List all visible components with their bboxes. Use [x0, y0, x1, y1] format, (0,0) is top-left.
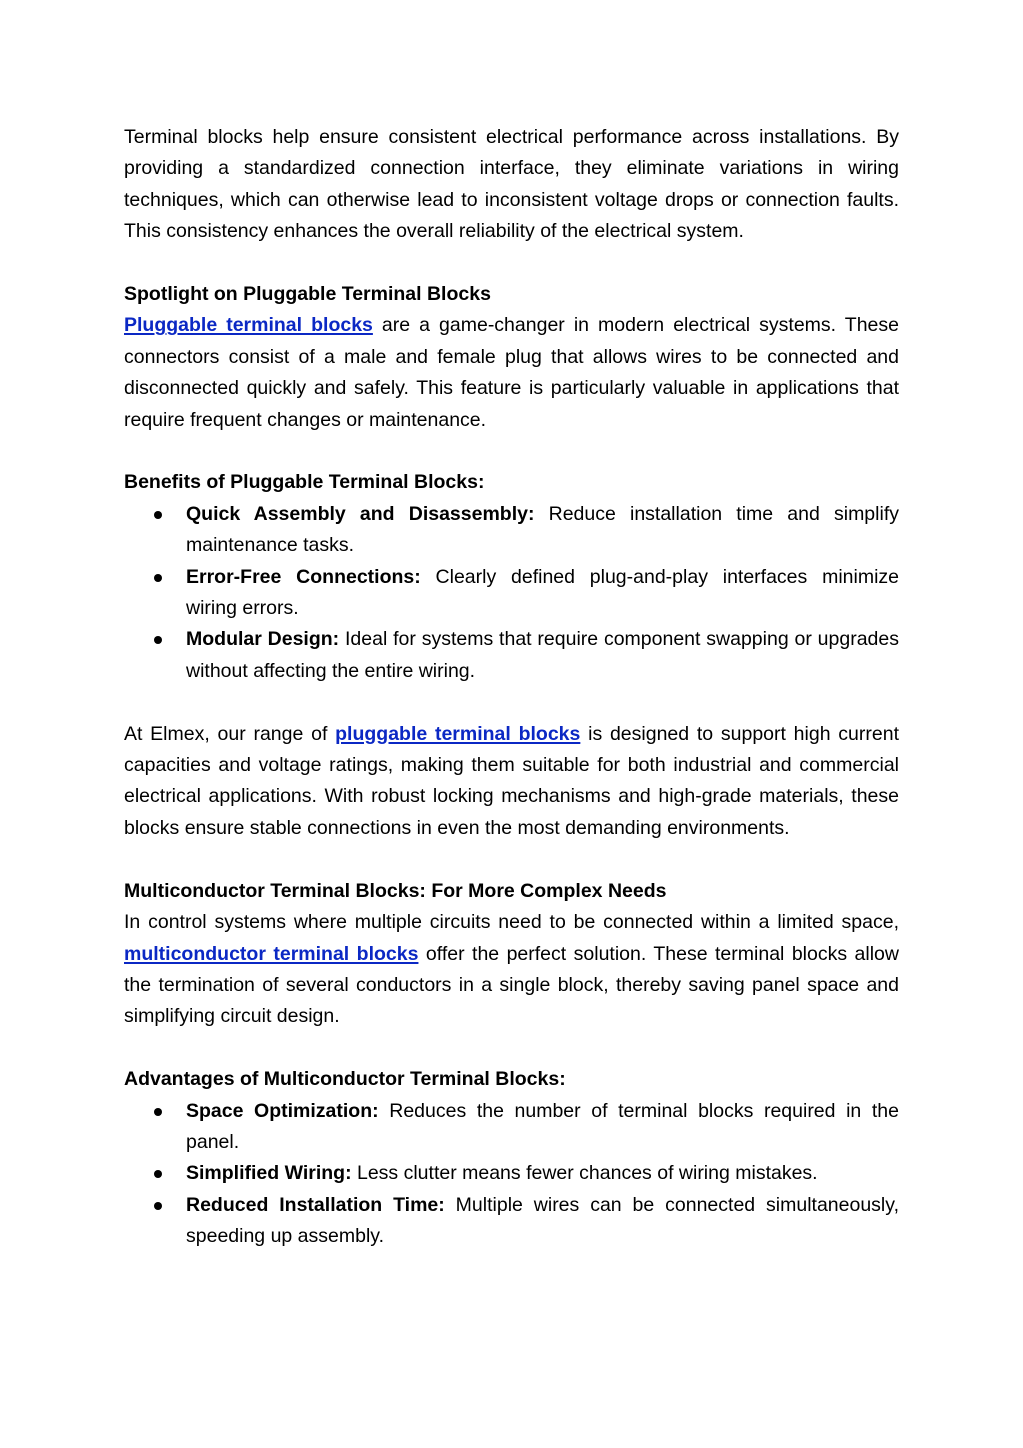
list-item-text: Multiple wires can be connected simultaneously, speeding up assembly.	[186, 1193, 899, 1248]
list-item-text: Less clutter means fewer chances of wiring mistakes.	[351, 1162, 818, 1185]
list-item	[124, 1096, 899, 1159]
paragraph-spacer	[124, 687, 899, 718]
list-item	[124, 499, 899, 562]
section-heading-pluggable-benefits: Benefits of Pluggable Terminal Blocks:	[124, 471, 485, 494]
list-item	[124, 1190, 899, 1253]
list-item	[124, 624, 899, 687]
list-item-term: Error-Free Connections:	[186, 565, 421, 588]
pluggable-terminal-blocks-link[interactable]: Pluggable terminal blocks	[124, 314, 373, 337]
section-heading-pluggable: Spotlight on Pluggable Terminal Blocks	[124, 283, 491, 306]
list-item	[124, 562, 899, 625]
list-item	[124, 1158, 899, 1189]
multiconductor-text-before: In control systems where multiple circuits need to be connected within a limited space,	[124, 911, 899, 934]
paragraph-spacer	[124, 844, 899, 875]
elmex-text-after: is designed to support high current capacities and voltage ratings, making them suitable for both industrial and commercial electrical applications. With robust locking mechanisms and high-grade materials, these blocks ensure stable connections in even the most demanding environments.	[124, 722, 899, 839]
bullet-icon	[154, 1108, 162, 1116]
list-item-term: Quick Assembly and Disassembly:	[186, 502, 535, 525]
multiconductor-terminal-blocks-link[interactable]: multiconductor terminal blocks	[124, 942, 419, 965]
elmex-text-before: At Elmex, our range of	[124, 722, 336, 745]
paragraph-spacer	[124, 1033, 899, 1064]
pluggable-paragraph	[124, 310, 899, 436]
elmex-paragraph	[124, 719, 899, 845]
pluggable-benefits-list	[124, 499, 899, 687]
section-heading-multiconductor: Multiconductor Terminal Blocks: For More Complex Needs	[124, 879, 667, 902]
list-item-term: Simplified Wiring:	[186, 1162, 352, 1185]
bullet-icon	[154, 1170, 162, 1178]
bullet-icon	[154, 511, 162, 519]
multiconductor-text-after: offer the perfect solution. These terminal blocks allow the termination of several conductors in a single block, thereby saving panel space and simplifying circuit design.	[124, 942, 899, 1028]
paragraph-spacer	[124, 248, 899, 279]
section-heading-multiconductor-advantages: Advantages of Multiconductor Terminal Blocks:	[124, 1068, 566, 1091]
list-item-term: Reduced Installation Time:	[186, 1193, 445, 1216]
multiconductor-paragraph	[124, 907, 899, 1033]
list-item-text: Clearly defined plug-and-play interfaces minimize wiring errors.	[186, 565, 899, 620]
list-item-text: Reduces the number of terminal blocks required in the panel.	[186, 1099, 899, 1153]
document-body	[124, 122, 899, 1253]
intro-paragraph: Terminal blocks help ensure consistent electrical performance across installations. By providing a standardized connection interface, they eliminate variations in wiring techniques, which can otherwise lead to inconsistent voltage drops or connection faults. This consistency enhances the overall reliability of the electrical system.	[124, 126, 899, 243]
paragraph-spacer	[124, 436, 899, 467]
list-item-text: Reduce installation time and simplify maintenance tasks.	[186, 502, 899, 557]
list-item-term: Modular Design:	[186, 628, 340, 651]
list-item-term: Space Optimization:	[186, 1099, 379, 1122]
list-item-text: Ideal for systems that require component swapping or upgrades without affecting the entire wiring.	[186, 628, 899, 682]
bullet-icon	[154, 574, 162, 582]
bullet-icon	[154, 636, 162, 644]
bullet-icon	[154, 1202, 162, 1210]
pluggable-paragraph-text: are a game-changer in modern electrical systems. These connectors consist of a male and female plug that allows wires to be connected and disconnected quickly and safely. This feature is particularly valuable in applications that require frequent changes or maintenance.	[124, 314, 899, 431]
pluggable-terminal-blocks-link-2[interactable]: pluggable terminal blocks	[335, 722, 581, 745]
multiconductor-advantages-list	[124, 1096, 899, 1253]
